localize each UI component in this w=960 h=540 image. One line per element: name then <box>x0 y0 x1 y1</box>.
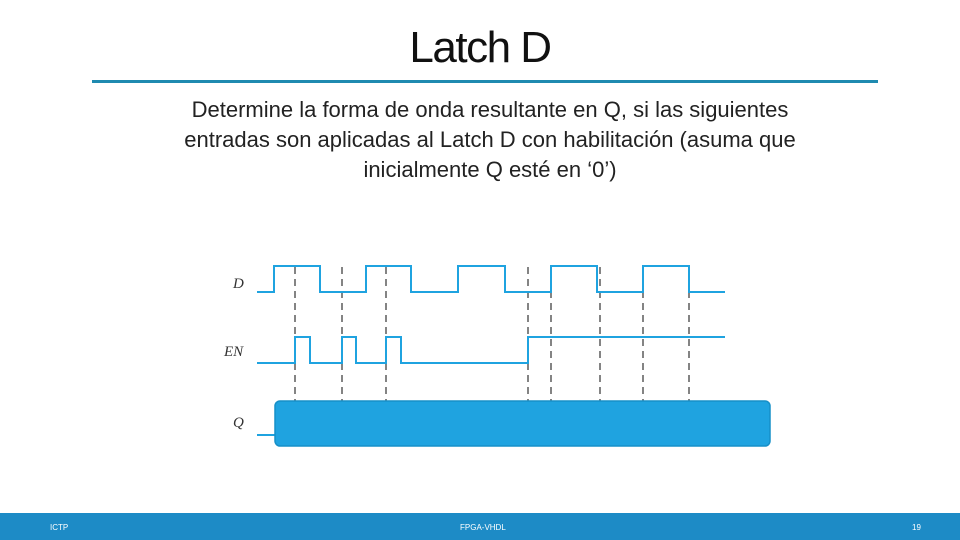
signal-label-d: D <box>233 276 244 292</box>
signal-label-q: Q <box>233 415 244 431</box>
answer-box[interactable] <box>275 401 770 446</box>
instruction-line-1: Determine la forma de onda resultante en Q, si las siguientes <box>191 97 789 122</box>
instruction-text <box>110 95 870 185</box>
footer-center-text: FPGA-VHDL <box>460 523 506 532</box>
footer-bar <box>0 513 960 540</box>
signal-label-en: EN <box>224 344 244 360</box>
timing-diagram <box>200 245 800 460</box>
waveform-d <box>257 266 725 292</box>
instruction-line-3: inicialmente Q esté en ‘0’) <box>363 157 617 182</box>
footer-left-text: ICTP <box>50 523 69 532</box>
title-divider <box>92 80 878 83</box>
instruction-line-2: entradas son aplicadas al Latch D con habilitación (asuma que <box>184 127 796 152</box>
waveform-en <box>257 337 725 363</box>
page-number: 19 <box>912 523 921 532</box>
slide-title: Latch D <box>409 23 551 72</box>
